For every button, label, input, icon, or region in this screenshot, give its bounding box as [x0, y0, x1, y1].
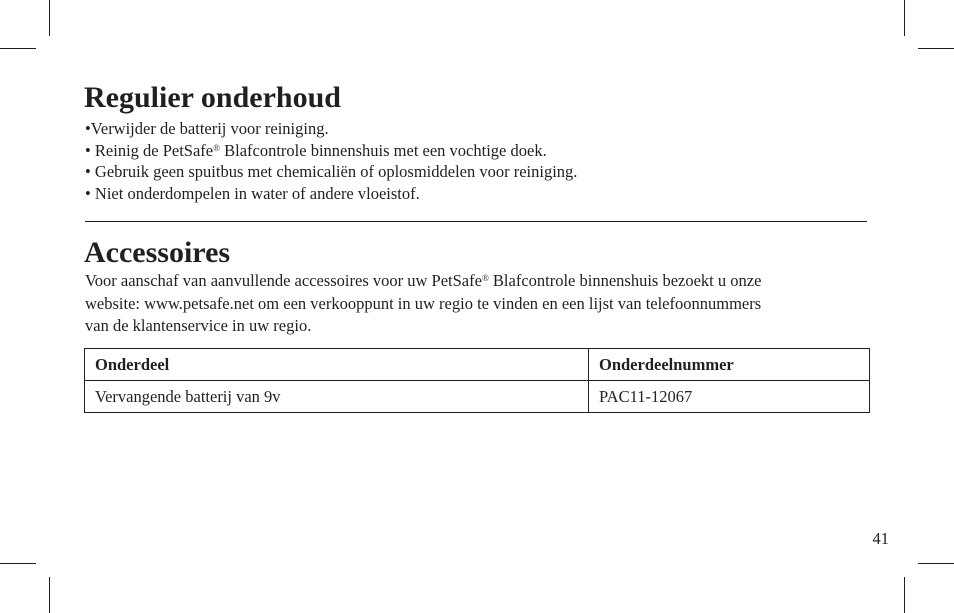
crop-mark-bottom-left-vertical: [49, 577, 50, 613]
accessories-heading: Accessoires: [84, 236, 231, 269]
crop-mark-top-right-horizontal: [918, 48, 954, 49]
maintenance-list-item: • Gebruik geen spuitbus met chemicaliën of oplosmiddelen voor reiniging.: [85, 162, 578, 181]
crop-mark-top-right-vertical: [904, 0, 905, 36]
table-cell-part: Vervangende batterij van 9v: [85, 381, 589, 413]
maintenance-heading: Regulier onderhoud: [84, 81, 341, 114]
table-row: [85, 381, 870, 413]
accessories-line-3: van de klantenservice in uw regio.: [85, 316, 312, 335]
maintenance-list: [85, 118, 577, 204]
parts-table: [84, 348, 870, 413]
maintenance-list-item: • Niet onderdompelen in water of andere vloeistof.: [85, 183, 420, 203]
crop-mark-bottom-left-horizontal: [0, 563, 36, 564]
crop-mark-bottom-right-horizontal: [918, 563, 954, 564]
crop-mark-top-left-vertical: [49, 0, 50, 36]
maintenance-list-item: •Verwijder de batterij voor reiniging.: [85, 119, 329, 138]
accessories-paragraph: [85, 270, 875, 338]
registered-mark: ®: [213, 142, 220, 153]
crop-mark-bottom-right-vertical: [904, 577, 905, 613]
maintenance-list-item: • Reinig de PetSafe® Blafcontrole binnenshuis met een vochtige doek.: [85, 140, 547, 160]
registered-mark: ®: [481, 273, 489, 283]
section-divider: [85, 221, 867, 222]
column-header-part-number: Onderdeelnummer: [589, 349, 870, 381]
table-header-row: [85, 349, 870, 381]
accessories-line-1: Voor aanschaf van aanvullende accessoires voor uw PetSafe® Blafcontrole binnenshuis bezoekt u onze: [85, 271, 762, 290]
page-number: 41: [872, 529, 889, 548]
table-cell-part-number: PAC11-12067: [589, 381, 870, 413]
column-header-part: Onderdeel: [85, 349, 589, 381]
crop-mark-top-left-horizontal: [0, 48, 36, 49]
accessories-line-2: website: www.petsafe.net om een verkooppunt in uw regio te vinden en een lijst van telefoonnummers: [85, 293, 762, 313]
